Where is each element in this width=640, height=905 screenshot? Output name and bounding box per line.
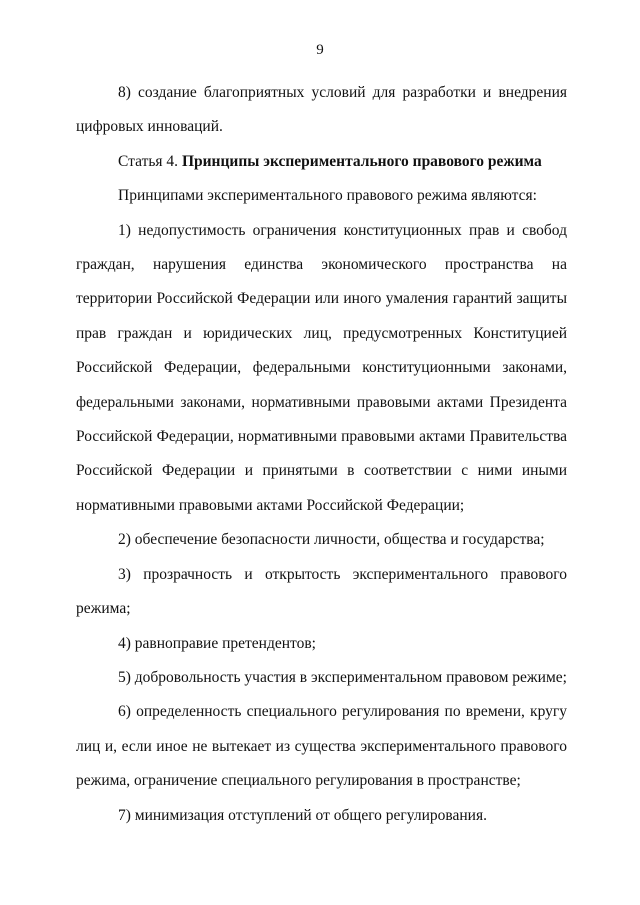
principle-item-3: 3) прозрачность и открытость экспериментального правового режима;: [76, 565, 567, 618]
principle-item-6: 6) определенность специального регулирования по времени, кругу лиц и, если иное не вытекает из существа экспериментального правового режима, ограничение специального регулирования в пространстве;: [76, 703, 567, 790]
paragraph-item-8: 8) создание благоприятных условий для разработки и внедрения цифровых инноваций.: [76, 84, 567, 136]
principle-item-1: 1) недопустимость ограничения конституционных прав и свобод граждан, нарушения единства экономического пространства на территории Российской Федерации или иного умаления гарантий защиты прав граждан и юридических лиц, предусмотренных Конституцией Российской Федерации, федеральными конституционными законами, федеральными законами, нормативными правовыми актами Президента Российской Федерации, нормативными правовыми актами Правительства Российской Федерации и принятыми в соответствии с ними иными нормативными правовыми актами Российской Федерации;: [76, 221, 567, 514]
principle-item-2: 2) обеспечение безопасности личности, общества и государства;: [118, 531, 545, 549]
article-intro: Принципами экспериментального правового режима являются:: [118, 187, 537, 205]
principle-item-4: 4) равноправие претендентов;: [118, 634, 316, 652]
article-label: Статья 4.: [118, 152, 179, 170]
principle-item-5: 5) добровольность участия в экспериментальном правовом режиме;: [118, 668, 567, 686]
document-body: [76, 76, 567, 833]
principle-item-7: 7) минимизация отступлений от общего регулирования.: [118, 806, 487, 824]
article-title: Принципы экспериментального правового режима: [181, 152, 542, 170]
article-heading: [76, 145, 567, 179]
page-number: 9: [316, 42, 324, 58]
